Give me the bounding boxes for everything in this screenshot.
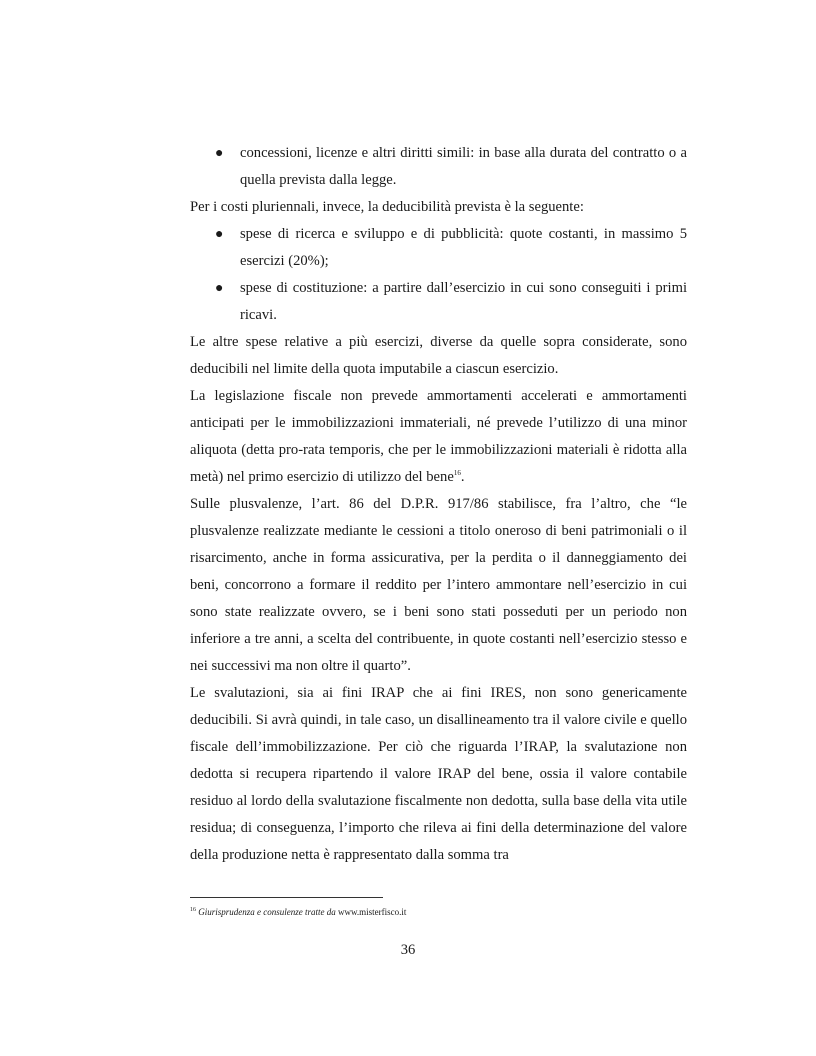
paragraph-altre-spese: Le altre spese relative a più esercizi, diverse da quelle sopra considerate, sono deducibili nel limite della quota imputabile a ciascun esercizio. <box>190 334 687 377</box>
footnote-source: www.misterfisco.it <box>338 907 407 917</box>
list-item: ● spese di costituzione: a partire dall’esercizio in cui sono conseguiti i primi ricavi. <box>190 275 687 329</box>
footnote-reference[interactable]: 16 <box>453 469 461 478</box>
footnote-text: Giurisprudenza e consulenze tratte da <box>198 907 336 917</box>
list-item: ● concessioni, licenze e altri diritti simili: in base alla durata del contratto o a quella prevista dalla legge. <box>190 140 687 194</box>
paragraph-costi-pluriennali: Per i costi pluriennali, invece, la deducibilità prevista è la seguente: <box>190 199 584 215</box>
bullet-list-intangibles <box>190 140 687 194</box>
paragraph-plusvalenze: Sulle plusvalenze, l’art. 86 del D.P.R. 917/86 stabilisce, fra l’altro, che “le plusvalenze realizzate mediante le cessioni a titolo oneroso di beni patrimoniali o il risarcimento, anche in forma assicurativa, per la perdita o il danneggiamento dei beni, concorrono a formare il reddito per l’intero ammontare nell’esercizio in cui sono state realizzate ovvero, se i beni sono stati posseduti per un periodo non inferiore a tre anni, a scelta del contribuente, in quote costanti nell’esercizio stesso e nei successivi ma non oltre il quarto”. <box>190 496 687 674</box>
paragraph-svalutazioni: Le svalutazioni, sia ai fini IRAP che ai fini IRES, non sono genericamente deducibili. Si avrà quindi, in tale caso, un disallineamento tra il valore civile e quello fiscale dell’immobilizzazione. Per ciò che riguarda l’IRAP, la svalutazione non dedotta si recupera ripartendo il valore IRAP del bene, ossia il valore contabile residuo al lordo della svalutazione fiscalmente non dedotta, sulla base della vita utile residua; di conseguenza, l’importo che rileva ai fini della determinazione del valore della produzione netta è rappresentato dalla somma tra <box>190 685 687 863</box>
bullet-icon: ● <box>215 146 224 161</box>
paragraph-legislazione: La legislazione fiscale non prevede ammortamenti accelerati e ammortamenti anticipati per le immobilizzazioni immateriali, né prevede l’utilizzo di una minor aliquota (detta pro-rata temporis, che per le immobilizzazioni materiali è ridotta alla metà) nel primo esercizio di utilizzo del bene$^{16}$. <box>190 388 687 485</box>
list-item: ● spese di ricerca e sviluppo e di pubblicità: quote costanti, in massimo 5 esercizi (20%); <box>190 221 687 275</box>
bullet-icon: ● <box>215 227 224 242</box>
page-body <box>190 140 687 869</box>
footnote-number: 16 <box>190 907 196 913</box>
bullet-list-pluriennali <box>190 221 687 329</box>
bullet-icon: ● <box>215 281 224 296</box>
footnote <box>190 906 406 918</box>
page-number: 36 <box>400 942 416 958</box>
footnote-divider <box>190 897 383 898</box>
